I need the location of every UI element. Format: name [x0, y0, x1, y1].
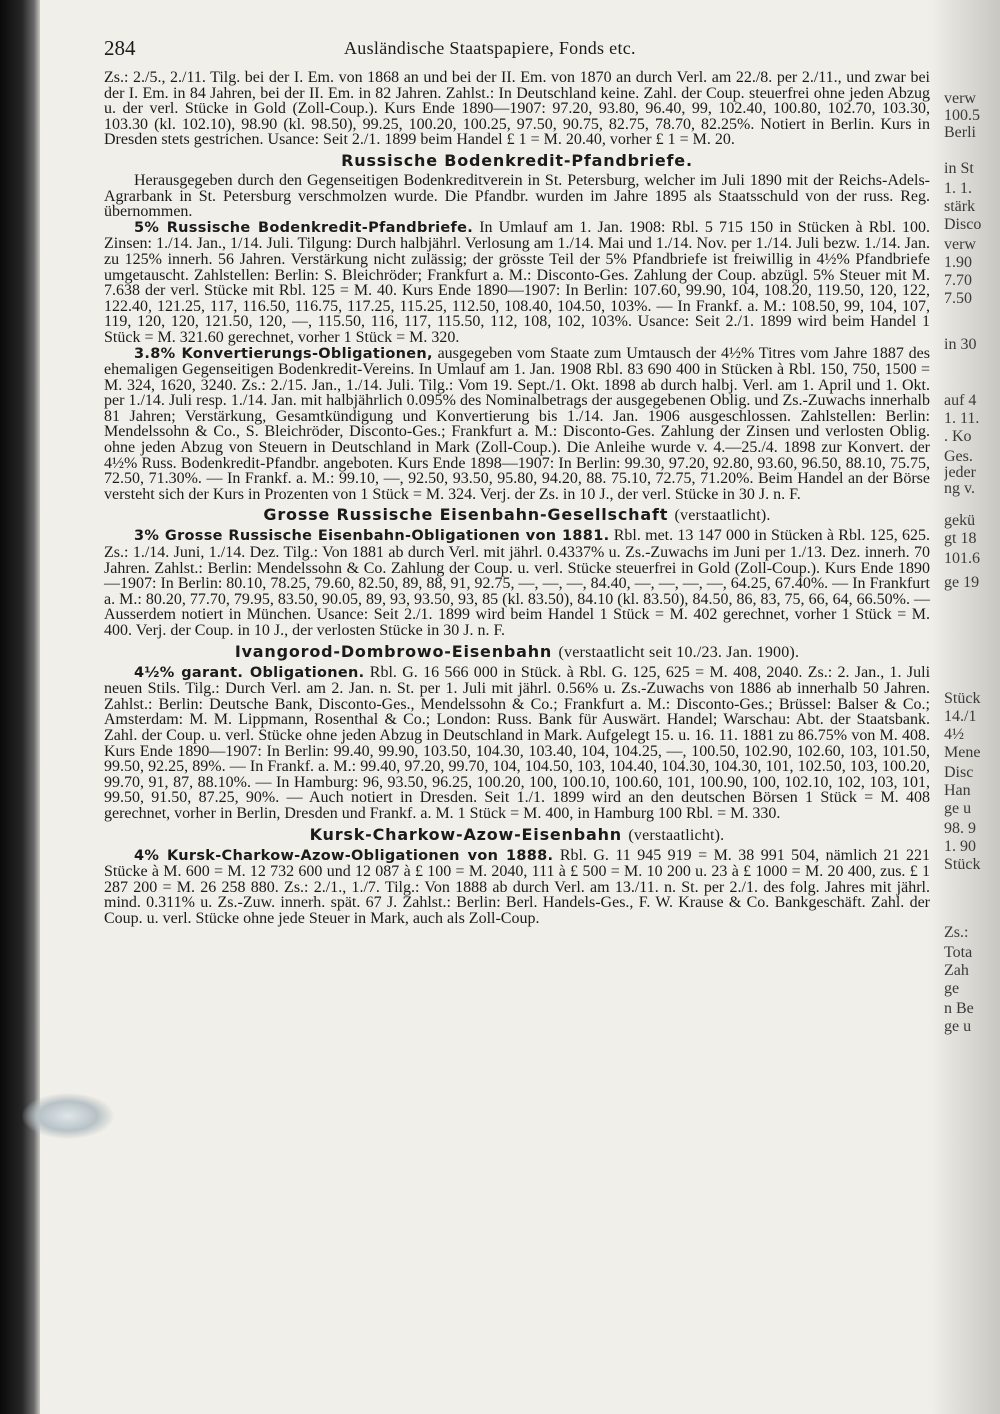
adjacent-fragment: Han — [944, 782, 971, 799]
adjacent-fragment: Disco — [944, 216, 982, 233]
entry-text: Rbl. G. 16 566 000 in Stück. à Rbl. G. 125, 625 = M. 408, 2040. Zs.: 2. Jan., 1. Juli neuen Stils. Tilg.: Durch Verl. am 2. Jan. n. St. per 1. Juli mit jährl. 0.56% u. Zs.-Zuwachs von 1886 ab innerhalb 50 Jahren. Zahlst.: Berlin: Deutsche Bank, Disconto-Ges., Mendelssohn & Co.; Frankfurt a. M.: Disconto-Ges.; Brüssel: Balser & Co.; Amsterdam: M. M. Lippmann, Rosenthal & Co.; London: Russ. Bank für Auswärt. Handel; Warschau: Abt. der Staatsbank. Zahl. der Coup. u. verl. Stücke ohne jeden Abzug in Deutschland in Mark. Aufgelegt 15. u. 16. 11. 1881 zu 86.75% von M. 408. Kurs Ende 1890—1907: In Berlin: 99.40, 99.90, 103.50, 104.30, 103.40, 104, 104.25, —, 100.50, 102.90, 102.60, 103, 101.50, 99.50, 92.25, 89%. — In Frankf. a. M.: 99.40, 97.20, 99.70, 104, 104.50, 103, 104.40, 104.30, 104.30, 101, 102.50, 103, 100.20, 99.70, 91, 87, 88.10%. — In Hamburg: 96, 93.50, 96.25, 100.20, 100, 100.10, 100.60, 101, 100.90, 100, 102.10, 102, 103, 101, 99.50, 91.50, 87.25, 90%. — Auch notiert in Dresden. Seit 1./1. 1899 wird an den deutschen Börsen 1 Stück = M. 408 gerechnet, vorher in Berlin, Dresden und Frankf. a. M. 1 Stück = M. 400, in Hamburg 100 Rbl. = M. 330. — [104, 663, 931, 822]
adjacent-fragment: Zah — [944, 962, 969, 979]
entry-eisenbahn-obligationen-1881 — [104, 528, 930, 638]
adjacent-fragment: ge — [944, 980, 960, 997]
section-note: (verstaatlicht). — [628, 826, 725, 844]
adjacent-fragment: auf 4 — [944, 392, 977, 409]
adjacent-fragment: 101.6 — [944, 550, 980, 567]
page-header — [104, 36, 930, 70]
adjacent-fragment: Berli — [944, 124, 976, 141]
section-title: Russische Bodenkredit-Pfandbriefe. — [341, 150, 693, 170]
adjacent-fragment: Zs.: — [944, 924, 969, 941]
adjacent-fragment: in St — [944, 160, 974, 177]
adjacent-fragment: 1. 90 — [944, 838, 976, 855]
adjacent-fragment: verw — [944, 236, 976, 253]
adjacent-fragment: jeder — [944, 464, 976, 481]
entry-text: Rbl. G. 11 945 919 = M. 38 991 504, nämlich 21 221 Stücke à M. 600 = M. 12 732 600 und 12 087 à £ 100 = M. 2040, 111 à £ 500 = M. 10 200 u. 23 à £ 1000 = M. 20 400, zus. £ 1 287 200 = M. 26 258 880. Zs.: 2./1., 1./7. Tilg.: Von 1888 ab durch Verl. am 13./11. n. St. per 2./1. des folg. Jahres mit jährl. mind. 0.311% u. Zs.-Zuw. innerh. spät. 67 J. Zahlst.: Berlin: Berl. Handels-Ges., F. W. Krause & Co. Bankgeschäft. Zahl. der Coup. u. verl. Stücke ohne jede Steuer in Mark, auch als Zoll-Coup. — [104, 846, 930, 927]
adjacent-page-edge — [930, 0, 1000, 1414]
adjacent-fragment: ge u — [944, 1018, 972, 1035]
section-note: (verstaatlicht). — [674, 507, 771, 525]
entry-title: 4½% garant. Obligationen. — [134, 664, 365, 681]
entry-text: In Umlauf am 1. Jan. 1908: Rbl. 5 715 150 in Stücken à Rbl. 100. Zinsen: 1./14. Jan., 1/14. Juli. Tilgung: Durch halbjährl. Verlosung am 1./14. Mai und 1./14. Nov. per 1./14. Juli bezw. 1./14. Jan. zu 125% innerh. 56 Jahren. Verstärkung nicht zulässig; der grösste Teil der 5% Pfandbriefe ist freiwillig in 4½% Pfandbriefe umgetauscht. Zahlstellen: Berlin: S. Bleichröder; Frankfurt a. M.: Disconto-Ges. Zahlung der Coup. abzügl. 5% Steuer mit M. 7.638 der verl. Stücke mit Rbl. 125 = M. 40. Kurs Ende 1890—1907: In Berlin: 107.60, 99.90, 104, 108.20, 119.50, 120, 122, 122.40, 121.25, 117, 116.50, 116.75, 117.25, 115.25, 112.50, 108.40, 104.50, 103%. — In Frankf. a. M.: 108.50, 99, 104, 107, 119, 120, 120, 121.50, 120, —, 115.50, 116, 117, 115.50, 112, 108, 102, 103%. Usance: Seit 2./1. 1899 wird beim Handel 1 Stück = M. 321.60 gerechnet, vorher 1 Stück = M. 320. — [104, 218, 930, 346]
entry-title: 4% Kursk-Charkow-Azow-Obligationen von 1888. — [134, 847, 554, 864]
adjacent-fragment: Tota — [944, 944, 973, 961]
book-binding-shadow — [0, 0, 40, 1414]
entry-kursk-obligationen-1888 — [104, 848, 930, 927]
paper-stain — [22, 1093, 114, 1139]
adjacent-fragment: Mene — [944, 744, 981, 761]
adjacent-fragment: 1. 1. — [944, 180, 972, 197]
adjacent-fragment: 14./1 — [944, 708, 977, 725]
section-heading — [104, 826, 930, 845]
entry-konvertierungs-obligationen — [104, 346, 930, 503]
adjacent-fragment: Disc — [944, 764, 974, 781]
adjacent-fragment: Stück — [944, 856, 981, 873]
adjacent-fragment: stärk — [944, 198, 976, 215]
entry-garant-obligationen — [104, 665, 930, 822]
entry-text: Rbl. met. 13 147 000 in Stücken à Rbl. 125, 625. Zs.: 1./14. Juni, 1./14. Dez. Tilg.: Von 1881 ab durch Verl. mit jährl. 0.4337% u. Zs.-Zuwachs im Juni per 1./13. Dez. innerh. 70 Jahren. Zahlst.: Berlin: Mendelssohn & Co. Zahlung der Coup. u. verl. Stücke steuerfrei in Gold (Zoll-Coup.). Kurs Ende 1890—1907: In Berlin: 80.10, 78.25, 79.60, 82.50, 89, 88, 91, 92.75, —, —, —, 84.40, —, —, —, —, 64.25, 67.40%. — In Frankfurt a. M.: 80.20, 77.70, 79.95, 83.50, 90.05, 89, 93, 93.50, 93, 85 (kl. 83.50), 84.10 (kl. 83.50), 84.50, 86, 83, 75, 66, 64, 66.50%. — Ausserdem notiert in München. Usance: Seit 2./1. 1899 wird beim Handel 1 Stück = M. 402 gerechnet, vorher 1 Stück = M. 400. Verj. der Coup. in 10 J., der verlosten Stücke in 30 J. n. F. — [104, 527, 930, 639]
adjacent-fragment: 98. 9 — [944, 820, 976, 837]
section-heading — [104, 152, 930, 170]
section-title: Ivangorod-Dombrowo-Eisenbahn — [234, 641, 553, 661]
section-title: Grosse Russische Eisenbahn-Gesellschaft — [263, 505, 669, 525]
entry-title: 5% Russische Bodenkredit-Pfandbriefe. — [134, 219, 474, 236]
adjacent-fragment: 4½ — [944, 726, 964, 743]
adjacent-fragment: Stück — [944, 690, 981, 707]
adjacent-fragment: ge u — [944, 800, 972, 817]
entry-title: 3% Grosse Russische Eisenbahn-Obligationen von 1881. — [134, 528, 610, 545]
adjacent-fragment: Ges. — [944, 448, 973, 465]
page-number: 284 — [104, 36, 136, 60]
adjacent-fragment: 1.90 — [944, 254, 972, 271]
adjacent-fragment: verw — [944, 90, 976, 107]
adjacent-fragment: 100.5 — [944, 107, 980, 124]
book-page — [104, 36, 930, 927]
adjacent-fragment: n Be — [944, 1000, 974, 1017]
adjacent-fragment: gekü — [944, 512, 976, 529]
entry-text: ausgegeben vom Staate zum Umtausch der 4½% Titres vom Jahre 1887 des ehemaligen Gegenseitigen Bodenkredit-Vereins. In Umlauf am 1. Jan. 1908 Rbl. 83 690 400 in Stücken à Rbl. 150, 750, 1500 = M. 324, 1620, 3240. Zs.: 2./15. Jan., 1./14. Juli. Tilg.: Vom 19. Sept./1. Okt. 1898 ab durch halbj. Verl. am 1. April und 1. Okt. per 1./14. Juli resp. 1./14. Jan. mit halbjährlich 0.095% des Nominalbetrags der ausgegebenen Oblig. und Zs.-Zuwachs innerhalb 81 Jahren; Verstärkung, Gesamtkündigung und Konvertierung bis 1./14. Jan. 1906 ausgeschlossen. Zahlstellen: Berlin: Mendelssohn & Co., S. Bleichröder, Disconto-Ges.; Frankfurt a. M.: Disconto-Ges. Zahlung der Zinsen und verlosten Oblig. ohne jeden Abzug von Steuern in Deutschland in Mark (Zoll-Coup.). Die Anleihe wurde v. 4.—25./4. 1898 zur Konvert. der 4½% Russ. Bodenkredit-Pfandbr. angeboten. Kurs Ende 1898—1907: In Berlin: 99.30, 97.20, 92.80, 93.60, 96.50, 88.10, 75.75, 72.50, 71.30%. — In Frankf. a. M.: 99.10, —, 92.50, 93.50, 95.80, 94.20, 88. 75.10, 72.75, 71.20%. Beim Handel an der Börse versteht sich der Kurs in Prozenten von 1 Stück = M. 324. Verj. der Zs. in 10 J., der verl. Stücke in 30 J. n. F. — [104, 344, 930, 503]
adjacent-fragment: 7.70 — [944, 272, 972, 289]
section-heading — [104, 506, 930, 525]
adjacent-fragment: 1. 11. — [944, 410, 980, 427]
paragraph-prior-loan: Zs.: 2./5., 2./11. Tilg. bei der I. Em. von 1868 an und bei der II. Em. von 1870 an durch Verl. am 22./8. per 2./11., und zwar bei der I. Em. in 84 Jahren, bei der II. Em. in 82 Jahren. Zahlst.: In Deutschland keine. Zahl. der Coup. steuerfrei ohne jeden Abzug u. der verl. Stücke in Gold (Zoll-Coup.). Kurs Ende 1890—1907: 97.20, 93.80, 96.40, 99, 102.40, 100.80, 102.70, 103.30, 103.30 (kl. 102.10), 98.90 (kl. 98.50), 99.25, 100.20, 100.25, 97.50, 90.75, 82.75, 78.70, 82.25%. Notiert in Berlin. Kurs in Dresden stets gestrichen. Usance: Seit 2./1. 1899 beim Handel £ 1 = M. 20.40, vorher £ 1 = M. 20. — [104, 69, 930, 149]
entry-title: 3.8% Konvertierungs-Obligationen, — [134, 345, 433, 362]
entry-5pct-pfandbriefe — [104, 220, 930, 346]
adjacent-fragment: gt 18 — [944, 530, 977, 547]
adjacent-fragment: ng v. — [944, 480, 975, 497]
paragraph-intro: Herausgegeben durch den Gegenseitigen Bodenkreditverein in St. Petersburg, welcher im Juli 1890 mit der Reichs-Adels-Agrarbank in St. Petersburg verschmolzen wurde. Die Pfandbr. wurden im Jahre 1895 als Staatsschuld von der russ. Reg. übernommen. — [104, 171, 930, 221]
adjacent-fragment: ge 19 — [944, 574, 980, 591]
section-title: Kursk-Charkow-Azow-Eisenbahn — [309, 824, 622, 844]
running-title: Ausländische Staatspapiere, Fonds etc. — [344, 38, 636, 58]
section-note: (verstaatlicht seit 10./23. Jan. 1900). — [558, 643, 800, 661]
adjacent-fragment: . Ko — [944, 428, 972, 445]
adjacent-fragment: 7.50 — [944, 290, 972, 307]
adjacent-fragment: in 30 — [944, 336, 977, 353]
section-heading — [104, 643, 930, 662]
